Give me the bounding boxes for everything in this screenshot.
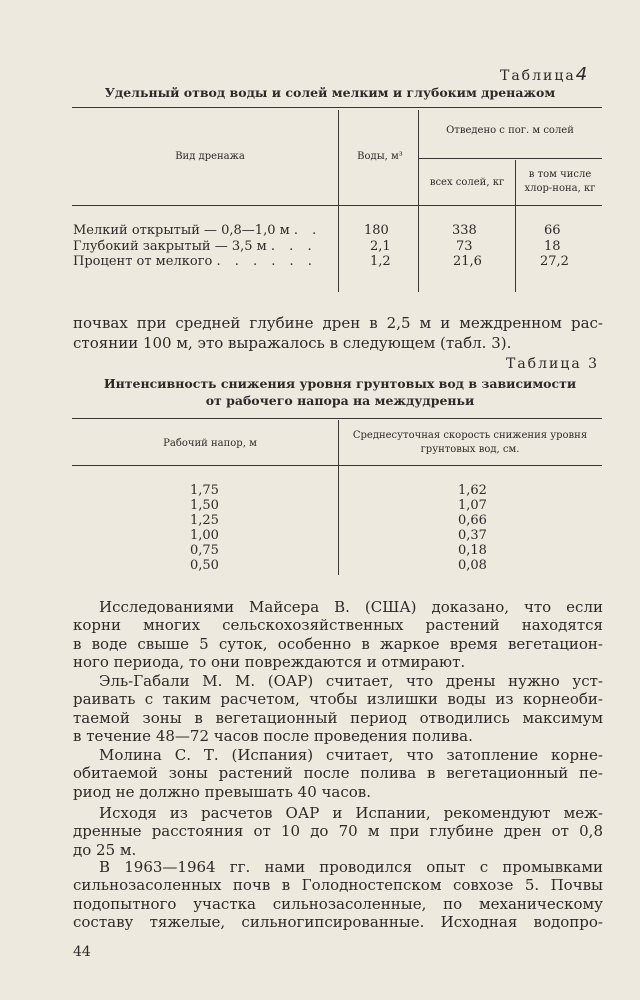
table3-title-line1: Интенсивность снижения уровня грунтовых вод в зависимости bbox=[103, 376, 577, 391]
table4-cell-salts: 73 bbox=[456, 239, 473, 254]
table3-cell-head: 0,50 bbox=[190, 558, 219, 573]
table4-cell-chlorine: 27,2 bbox=[540, 254, 569, 269]
table3-cell-speed: 0,08 bbox=[458, 558, 487, 573]
table3-cell-speed: 1,62 bbox=[458, 483, 487, 498]
table4-header-type: Вид дренажа bbox=[175, 151, 245, 162]
body-paragraph: Эль-Габали М. М. (ОАР) считает, что дрены нужно уст- раивать с таким расчетом, чтобы излишки воды из корнеоби- таемой зоны в вегетационный период отводились максимум в течение 48—72 часов после проведения полива. bbox=[73, 672, 603, 746]
table4-header-removed: Отведено с пог. м солей bbox=[446, 125, 574, 136]
table4-label: Таблица bbox=[500, 68, 576, 84]
table4-group-rule bbox=[418, 158, 602, 159]
body-paragraph: Молина С. Т. (Испания) считает, что затопление корне- обитаемой зоны растений после полива в вегетационный пе- риод не должно превышать 40 часов. bbox=[73, 746, 603, 801]
table4-cell-water: 180 bbox=[364, 223, 389, 238]
table3-col-rule bbox=[338, 420, 339, 575]
table4-header-water: Воды, м³ bbox=[357, 151, 403, 162]
table3-cell-head: 1,00 bbox=[190, 528, 219, 543]
table3-cell-speed: 0,37 bbox=[458, 528, 487, 543]
table4-header-all-salts: всех солей, кг bbox=[429, 177, 505, 188]
table4-row-label: Глубокий закрытый — 3,5 м . . . bbox=[73, 239, 317, 254]
table3-cell-head: 1,25 bbox=[190, 513, 219, 528]
body-paragraph: Исследованиями Майсера В. (США) доказано, что если корни многих сельскохозяйственных растений находятся в воде свыше 5 суток, особенно в жаркое время вегетацион- ного периода, то они повреждаются и отмирают. bbox=[73, 598, 603, 672]
text-line: почвах при средней глубине дрен в 2,5 м и междренном рас- bbox=[73, 314, 603, 332]
table3-cell-speed: 0,18 bbox=[458, 543, 487, 558]
table4-cell-water: 1,2 bbox=[370, 254, 391, 269]
table3-cell-speed: 1,07 bbox=[458, 498, 487, 513]
table4-col-rule-3 bbox=[515, 160, 516, 292]
table3-cell-head: 0,75 bbox=[190, 543, 219, 558]
table4-cell-chlorine: 66 bbox=[544, 223, 561, 238]
table4-cell-salts: 338 bbox=[452, 223, 477, 238]
table4-header-chlorine: в том числе хлор-нона, кг bbox=[524, 169, 596, 194]
table4-row-label: Мелкий открытый — 0,8—1,0 м . . bbox=[73, 223, 322, 238]
table3-label: Таблица 3 bbox=[506, 356, 600, 372]
table3-title-line2: от рабочего напора на междудреньи bbox=[205, 393, 475, 408]
table4-cell-salts: 21,6 bbox=[453, 254, 482, 269]
table3-header-speed: Среднесуточная скорость снижения уровня грунтовых вод, см. bbox=[352, 430, 588, 455]
table3-cell-head: 1,50 bbox=[190, 498, 219, 513]
page-number: 44 bbox=[73, 944, 91, 960]
table4-cell-water: 2,1 bbox=[370, 239, 391, 254]
table4-header-bottom-rule bbox=[72, 205, 602, 206]
table4-handwritten-number: 4 bbox=[575, 64, 590, 85]
table4-row-label: Процент от мелкого . . . . . . bbox=[73, 254, 317, 269]
table3-cell-speed: 0,66 bbox=[458, 513, 487, 528]
table4-label-group bbox=[500, 64, 589, 85]
table3-header-bottom-rule bbox=[72, 465, 602, 466]
table3-top-rule bbox=[72, 418, 602, 419]
table4-col-rule-2 bbox=[418, 110, 419, 292]
table4-col-rule-1 bbox=[338, 110, 339, 292]
table4-top-rule bbox=[72, 107, 602, 108]
table4-title: Удельный отвод воды и солей мелким и глубоким дренажом bbox=[104, 85, 556, 100]
table3-cell-head: 1,75 bbox=[190, 483, 219, 498]
text-line: стоянии 100 м, это выражалось в следующем (табл. 3). bbox=[73, 334, 512, 352]
body-paragraph: В 1963—1964 гг. нами проводился опыт с промывками сильнозасоленных почв в Голодностепском совхозе 5. Почвы подопытного участка сильнозасоленные, по механическому составу тяжелые, сильногипсированные. Исходная водопро- bbox=[73, 858, 603, 932]
table4-cell-chlorine: 18 bbox=[544, 239, 561, 254]
table3-header-head: Рабочий напор, м bbox=[163, 438, 257, 449]
body-paragraph: Исходя из расчетов ОАР и Испании, рекомендуют меж- дренные расстояния от 10 до 70 м при глубине дрен от 0,8 до 25 м. bbox=[73, 804, 603, 859]
